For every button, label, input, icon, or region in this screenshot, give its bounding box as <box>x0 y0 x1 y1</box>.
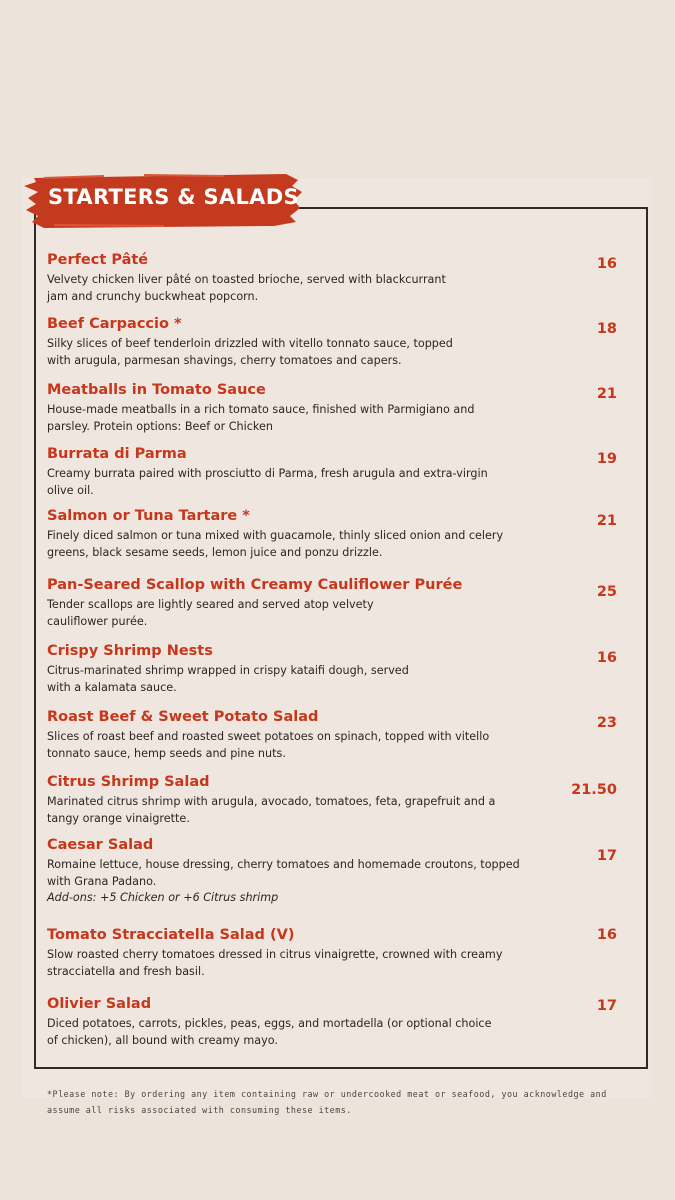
description-line: Diced potatoes, carrots, pickles, peas, eggs, and mortadella (or optional choice <box>47 1017 492 1030</box>
menu-item-name: Pan-Seared Scallop with Creamy Cauliflower Purée <box>47 577 463 593</box>
menu-item-price: 21 <box>596 513 617 529</box>
description-line: Velvety chicken liver pâté on toasted brioche, served with blackcurrant <box>47 273 446 286</box>
description-line: Silky slices of beef tenderloin drizzled with vitello tonnato sauce, topped <box>47 337 453 350</box>
description-line: parsley. Protein options: Beef or Chicken <box>47 419 273 433</box>
menu-item <box>47 927 637 980</box>
menu-item-name: Salmon or Tuna Tartare * <box>47 508 250 524</box>
menu-item-description <box>47 272 637 305</box>
raw-food-disclaimer <box>47 1086 607 1118</box>
menu-item <box>47 996 637 1049</box>
menu-item-name: Roast Beef & Sweet Potato Salad <box>47 709 319 725</box>
description-line: tangy orange vinaigrette. <box>47 811 190 825</box>
menu-item-price: 25 <box>596 584 617 600</box>
menu-item-description <box>47 794 637 827</box>
menu-item-name: Perfect Pâté <box>47 252 149 268</box>
menu-item-price: 21 <box>596 386 617 402</box>
description-line: stracciatella and fresh basil. <box>47 964 205 978</box>
section-title: STARTERS & SALADS <box>48 185 299 209</box>
menu-item-description <box>47 597 637 630</box>
menu-item-name: Beef Carpaccio * <box>47 316 182 332</box>
menu-item <box>47 252 637 305</box>
menu-item-name: Tomato Stracciatella Salad (V) <box>47 927 295 943</box>
menu-item <box>47 774 637 827</box>
description-line: Marinated citrus shrimp with arugula, avocado, tomatoes, feta, grapefruit and a <box>47 795 496 808</box>
menu-item-description <box>47 947 637 980</box>
menu-item <box>47 508 637 561</box>
menu-item <box>47 316 637 369</box>
description-line: Slow roasted cherry tomatoes dressed in citrus vinaigrette, crowned with creamy <box>47 948 503 961</box>
description-line: greens, black sesame seeds, lemon juice and ponzu drizzle. <box>47 545 383 559</box>
menu-item-price: 19 <box>596 451 617 467</box>
menu-item-description <box>47 402 637 435</box>
menu-item-price: 16 <box>596 927 617 943</box>
disclaimer-line: assume all risks associated with consuming these items. <box>47 1105 352 1115</box>
menu-item-description <box>47 466 637 499</box>
menu-item-description <box>47 336 637 369</box>
menu-item-price: 21.50 <box>571 782 617 798</box>
menu-item-price: 18 <box>596 321 617 337</box>
description-line: with arugula, parmesan shavings, cherry tomatoes and capers. <box>47 353 402 367</box>
description-line: jam and crunchy buckwheat popcorn. <box>47 289 259 303</box>
menu-item-description <box>47 857 637 907</box>
menu-item-price: 16 <box>596 256 617 272</box>
menu-item-addons: Add-ons: +5 Chicken or +6 Citrus shrimp <box>47 891 279 904</box>
menu-item <box>47 577 637 630</box>
menu-item-description <box>47 663 637 696</box>
description-line: Slices of roast beef and roasted sweet potatoes on spinach, topped with vitello <box>47 730 490 743</box>
menu-item-name: Citrus Shrimp Salad <box>47 774 210 790</box>
description-line: Tender scallops are lightly seared and served atop velvety <box>47 598 374 611</box>
description-line: Romaine lettuce, house dressing, cherry tomatoes and homemade croutons, topped <box>47 858 520 871</box>
menu-item-description <box>47 729 637 762</box>
menu-item <box>47 709 637 762</box>
menu-item <box>47 837 637 907</box>
description-line: cauliflower purée. <box>47 614 148 628</box>
menu-item-description <box>47 1016 637 1049</box>
menu-item <box>47 382 637 435</box>
menu-item-name: Olivier Salad <box>47 996 152 1012</box>
menu-item-price: 17 <box>596 848 617 864</box>
description-line: tonnato sauce, hemp seeds and pine nuts. <box>47 746 286 760</box>
menu-item <box>47 643 637 696</box>
description-line: House-made meatballs in a rich tomato sauce, finished with Parmigiano and <box>47 403 475 416</box>
menu-item-price: 17 <box>596 998 617 1014</box>
description-line: Finely diced salmon or tuna mixed with guacamole, thinly sliced onion and celery <box>47 529 504 542</box>
menu-item-name: Caesar Salad <box>47 837 154 853</box>
section-banner <box>24 170 304 230</box>
menu-item-name: Crispy Shrimp Nests <box>47 643 213 659</box>
description-line: Citrus-marinated shrimp wrapped in crispy kataifi dough, served <box>47 664 409 677</box>
menu-item-name: Meatballs in Tomato Sauce <box>47 382 266 398</box>
description-line: Creamy burrata paired with prosciutto di Parma, fresh arugula and extra-virgin <box>47 467 488 480</box>
description-line: of chicken), all bound with creamy mayo. <box>47 1033 278 1047</box>
disclaimer-line: *Please note: By ordering any item containing raw or undercooked meat or seafood, you acknowledge and <box>47 1089 607 1099</box>
menu-item-name: Burrata di Parma <box>47 446 187 462</box>
description-line: with Grana Padano. <box>47 874 157 888</box>
menu-item-price: 23 <box>596 715 617 731</box>
menu-item-description <box>47 528 637 561</box>
menu-item-price: 16 <box>596 650 617 666</box>
menu-item <box>47 446 637 499</box>
description-line: with a kalamata sauce. <box>47 680 177 694</box>
description-line: olive oil. <box>47 483 94 497</box>
